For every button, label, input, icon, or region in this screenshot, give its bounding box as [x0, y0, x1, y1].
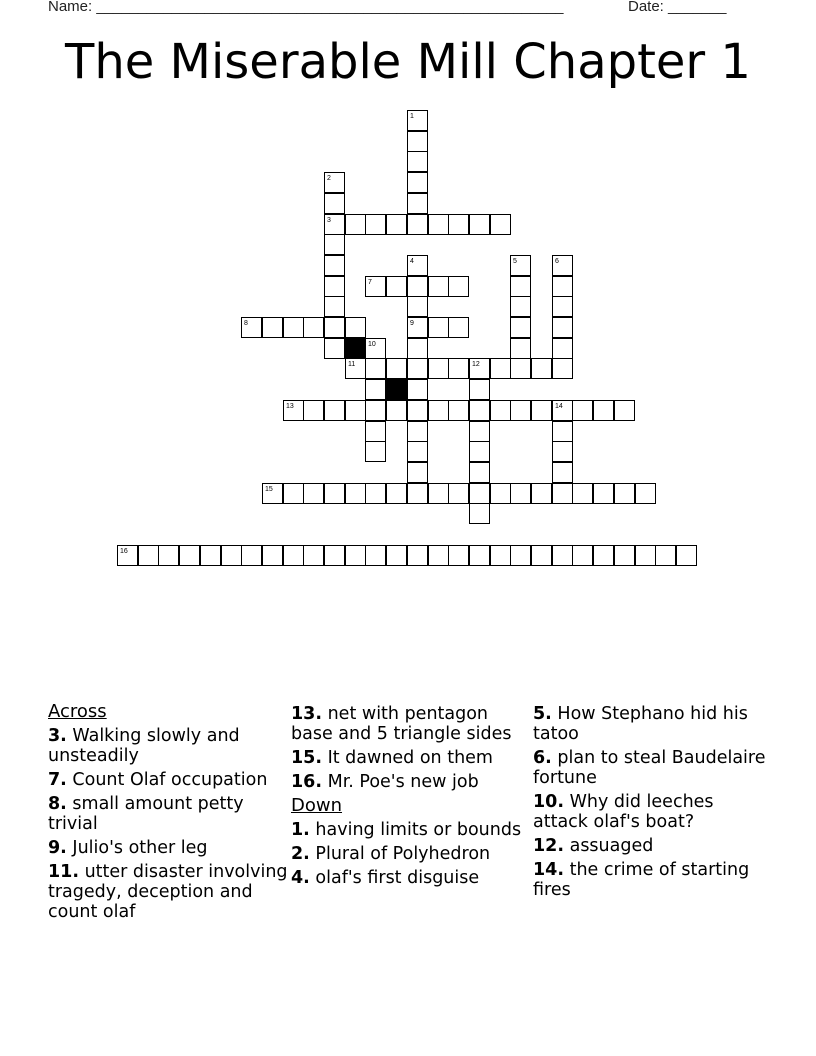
clue-number: 4: [410, 258, 414, 265]
crossword-cell[interactable]: [593, 545, 614, 566]
across-clue: 15. It dawned on them: [291, 748, 493, 768]
crossword-cell[interactable]: [635, 545, 656, 566]
crossword-cell[interactable]: [552, 276, 573, 297]
crossword-cell[interactable]: [428, 483, 449, 504]
across-clue: 11. utter disaster involving tragedy, deception and count olaf: [48, 862, 288, 922]
crossword-cell[interactable]: [552, 400, 573, 421]
clue-number: 13: [286, 403, 294, 410]
crossword-cell[interactable]: [552, 483, 573, 504]
crossword-cell[interactable]: [572, 483, 593, 504]
crossword-cell[interactable]: [490, 358, 511, 379]
crossword-cell[interactable]: [469, 400, 490, 421]
crossword-cell[interactable]: [490, 400, 511, 421]
crossword-cell[interactable]: [241, 317, 262, 338]
crossword-cell[interactable]: [179, 545, 200, 566]
crossword-cell[interactable]: [324, 255, 345, 276]
crossword-cell[interactable]: [345, 545, 366, 566]
crossword-cell[interactable]: [510, 400, 531, 421]
crossword-cell[interactable]: [386, 276, 407, 297]
crossword-cell[interactable]: [552, 296, 573, 317]
crossword-cell[interactable]: [428, 276, 449, 297]
crossword-cell[interactable]: [303, 400, 324, 421]
crossword-cell[interactable]: [614, 400, 635, 421]
crossword-cell[interactable]: [345, 400, 366, 421]
clue-number: 10: [368, 341, 376, 348]
crossword-cell[interactable]: [531, 400, 552, 421]
down-clue: 10. Why did leeches attack olaf's boat?: [533, 792, 714, 832]
crossword-cell[interactable]: [117, 545, 138, 566]
crossword-cell[interactable]: [469, 545, 490, 566]
crossword-cell[interactable]: [552, 317, 573, 338]
crossword-cell[interactable]: [469, 421, 490, 442]
crossword-cell[interactable]: [407, 151, 428, 172]
clue-number: 8: [244, 320, 248, 327]
across-clue: 9. Julio's other leg: [48, 838, 208, 858]
crossword-cell[interactable]: [510, 317, 531, 338]
clues-column-1: [48, 702, 288, 926]
crossword-cell[interactable]: [200, 545, 221, 566]
crossword-cell[interactable]: [407, 110, 428, 131]
clue-number: 6: [555, 258, 559, 265]
crossword-cell[interactable]: [345, 358, 366, 379]
crossword-cell[interactable]: [407, 193, 428, 214]
crossword-cell[interactable]: [655, 545, 676, 566]
crossword-cell[interactable]: [407, 358, 428, 379]
clue-number: 5: [513, 258, 517, 265]
clue-number: 9: [410, 320, 414, 327]
crossword-cell[interactable]: [635, 483, 656, 504]
crossword-cell[interactable]: [365, 358, 386, 379]
crossword-cell[interactable]: [510, 545, 531, 566]
crossword-cell[interactable]: [490, 545, 511, 566]
crossword-cell[interactable]: [510, 483, 531, 504]
crossword-cell[interactable]: [448, 545, 469, 566]
crossword-cell[interactable]: [448, 317, 469, 338]
crossword-cell[interactable]: [324, 483, 345, 504]
across-clue: 8. small amount petty trivial: [48, 794, 244, 834]
crossword-cell[interactable]: [448, 358, 469, 379]
crossword-cell[interactable]: [365, 400, 386, 421]
crossword-cell[interactable]: [365, 545, 386, 566]
crossword-cell[interactable]: [365, 338, 386, 359]
crossword-cell[interactable]: [365, 441, 386, 462]
crossword-cell[interactable]: [490, 483, 511, 504]
crossword-cell[interactable]: [469, 379, 490, 400]
crossword-cell[interactable]: [469, 358, 490, 379]
crossword-cell[interactable]: [283, 400, 304, 421]
across-clue: 7. Count Olaf occupation: [48, 770, 268, 790]
crossword-cell[interactable]: [469, 462, 490, 483]
across-clue: 3. Walking slowly and unsteadily: [48, 726, 240, 766]
crossword-cell[interactable]: [614, 545, 635, 566]
clue-number: 1: [410, 113, 414, 120]
down-clue: 1. having limits or bounds: [291, 820, 522, 840]
crossword-cell[interactable]: [283, 317, 304, 338]
crossword-cell[interactable]: [324, 214, 345, 235]
crossword-cell[interactable]: [676, 545, 697, 566]
crossword-cell[interactable]: [386, 400, 407, 421]
crossword-cell[interactable]: [365, 483, 386, 504]
crossword-cell[interactable]: [407, 296, 428, 317]
crossword-cell[interactable]: [552, 421, 573, 442]
crossword-cell[interactable]: [303, 545, 324, 566]
crossword-cell[interactable]: [490, 214, 511, 235]
crossword-cell[interactable]: [407, 483, 428, 504]
crossword-cell[interactable]: [428, 400, 449, 421]
crossword-cell[interactable]: [324, 276, 345, 297]
down-clue: 12. assuaged: [533, 836, 654, 856]
across-clue: 16. Mr. Poe's new job: [291, 772, 479, 792]
clue-number: 12: [472, 361, 480, 368]
crossword-cell[interactable]: [324, 338, 345, 359]
crossword-cell[interactable]: [283, 483, 304, 504]
crossword-cell[interactable]: [407, 276, 428, 297]
crossword-cell[interactable]: [303, 483, 324, 504]
crossword-cell[interactable]: [510, 296, 531, 317]
down-clue: 2. Plural of Polyhedron: [291, 844, 491, 864]
crossword-cell[interactable]: [365, 214, 386, 235]
crossword-cell[interactable]: [386, 545, 407, 566]
crossword-cell[interactable]: [593, 483, 614, 504]
crossword-cell[interactable]: [510, 255, 531, 276]
black-square: [386, 379, 407, 400]
black-square: [345, 338, 366, 359]
crossword-cell[interactable]: [345, 483, 366, 504]
crossword-cell[interactable]: [365, 276, 386, 297]
clue-number: 14: [555, 403, 563, 410]
crossword-cell[interactable]: [552, 441, 573, 462]
clues-column-2: [291, 704, 531, 892]
crossword-cell[interactable]: [510, 338, 531, 359]
crossword-cell[interactable]: [407, 255, 428, 276]
crossword-cell[interactable]: [324, 193, 345, 214]
crossword-cell[interactable]: [469, 503, 490, 524]
crossword-cell[interactable]: [241, 545, 262, 566]
crossword-cell[interactable]: [531, 483, 552, 504]
crossword-cell[interactable]: [324, 400, 345, 421]
crossword-cell[interactable]: [428, 545, 449, 566]
crossword-cell[interactable]: [531, 545, 552, 566]
clue-number: 15: [265, 486, 273, 493]
crossword-cell[interactable]: [448, 276, 469, 297]
crossword-cell[interactable]: [448, 400, 469, 421]
crossword-cell[interactable]: [158, 545, 179, 566]
crossword-cell[interactable]: [448, 483, 469, 504]
crossword-cell[interactable]: [469, 441, 490, 462]
crossword-cell[interactable]: [262, 545, 283, 566]
crossword-cell[interactable]: [552, 338, 573, 359]
crossword-cell[interactable]: [407, 131, 428, 152]
down-clue: 14. the crime of starting fires: [533, 860, 750, 900]
crossword-cell[interactable]: [386, 358, 407, 379]
crossword-cell[interactable]: [407, 338, 428, 359]
crossword-cell[interactable]: [510, 358, 531, 379]
crossword-cell[interactable]: [303, 317, 324, 338]
down-clue: 4. olaf's first disguise: [291, 868, 480, 888]
crossword-cell[interactable]: [572, 400, 593, 421]
crossword-cell[interactable]: [386, 483, 407, 504]
crossword-cell[interactable]: [531, 358, 552, 379]
crossword-cell[interactable]: [324, 545, 345, 566]
crossword-cell[interactable]: [428, 317, 449, 338]
crossword-cell[interactable]: [324, 172, 345, 193]
crossword-cell[interactable]: [221, 545, 242, 566]
clue-number: 11: [348, 361, 356, 368]
crossword-cell[interactable]: [407, 400, 428, 421]
crossword-cell[interactable]: [365, 421, 386, 442]
name-line: Name: ________________________________________________________: [48, 0, 564, 15]
crossword-cell[interactable]: [138, 545, 159, 566]
crossword-cell[interactable]: [552, 545, 573, 566]
crossword-cell[interactable]: [407, 317, 428, 338]
crossword-cell[interactable]: [510, 276, 531, 297]
crossword-cell[interactable]: [407, 441, 428, 462]
clue-number: 7: [368, 279, 372, 286]
crossword-cell[interactable]: [345, 214, 366, 235]
crossword-cell[interactable]: [262, 483, 283, 504]
crossword-cell[interactable]: [469, 483, 490, 504]
crossword-cell[interactable]: [324, 234, 345, 255]
crossword-cell[interactable]: [407, 421, 428, 442]
crossword-cell[interactable]: [552, 255, 573, 276]
crossword-cell[interactable]: [572, 545, 593, 566]
clue-number: 3: [327, 217, 331, 224]
crossword-cell[interactable]: [552, 358, 573, 379]
crossword-cell[interactable]: [324, 296, 345, 317]
crossword-cell[interactable]: [407, 214, 428, 235]
clue-number: 16: [120, 548, 128, 555]
crossword-cell[interactable]: [448, 214, 469, 235]
crossword-cell[interactable]: [386, 214, 407, 235]
down-heading: Down: [291, 795, 343, 816]
crossword-cell[interactable]: [614, 483, 635, 504]
across-clue: 13. net with pentagon base and 5 triangle sides: [291, 704, 512, 744]
crossword-cell[interactable]: [407, 172, 428, 193]
crossword-cell[interactable]: [407, 379, 428, 400]
crossword-cell[interactable]: [428, 214, 449, 235]
clue-number: 2: [327, 175, 331, 182]
crossword-cell[interactable]: [365, 379, 386, 400]
crossword-cell[interactable]: [324, 317, 345, 338]
crossword-cell[interactable]: [262, 317, 283, 338]
crossword-cell[interactable]: [407, 462, 428, 483]
date-line: Date: _______: [628, 0, 727, 15]
crossword-cell[interactable]: [428, 358, 449, 379]
clues-column-3: [533, 704, 773, 904]
crossword-cell[interactable]: [283, 545, 304, 566]
across-heading: Across: [48, 701, 107, 722]
down-clue: 6. plan to steal Baudelaire fortune: [533, 748, 766, 788]
crossword-cell[interactable]: [407, 545, 428, 566]
page-title: The Miserable Mill Chapter 1: [65, 34, 751, 90]
crossword-cell[interactable]: [469, 214, 490, 235]
crossword-cell[interactable]: [345, 317, 366, 338]
crossword-cell[interactable]: [593, 400, 614, 421]
crossword-cell[interactable]: [552, 462, 573, 483]
down-clue: 5. How Stephano hid his tatoo: [533, 704, 748, 744]
